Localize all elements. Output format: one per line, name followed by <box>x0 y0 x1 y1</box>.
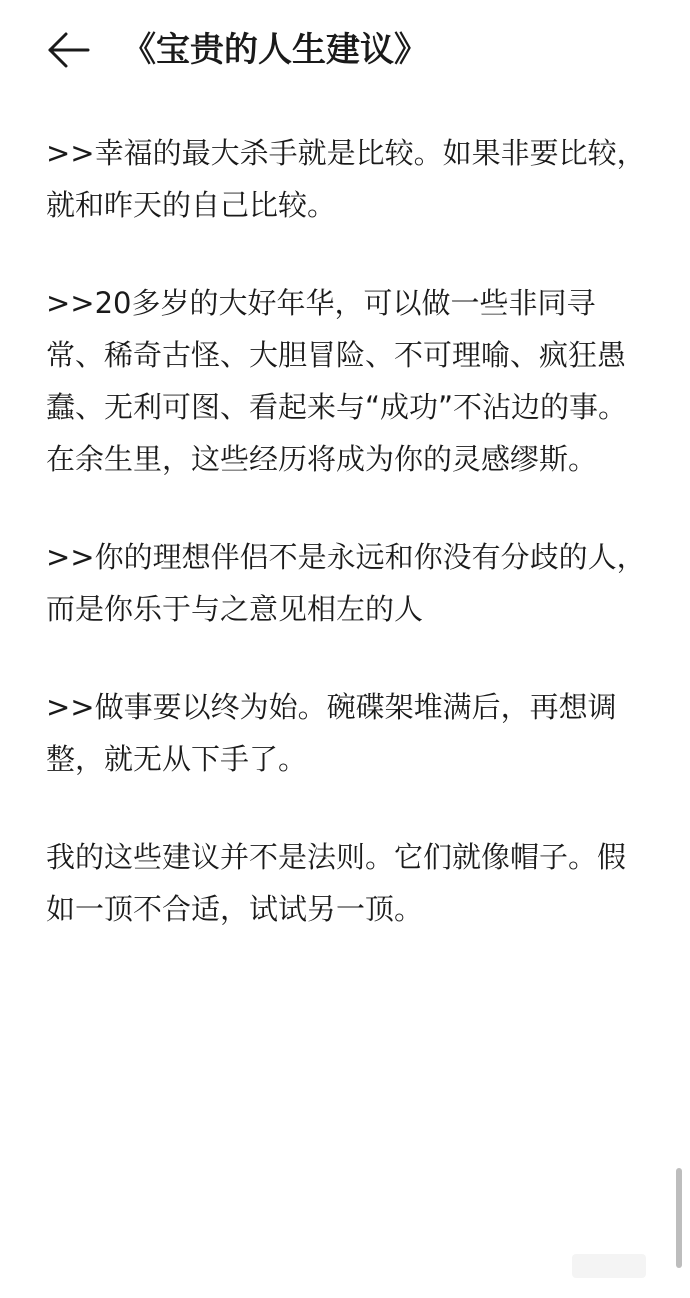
scrollbar[interactable] <box>676 0 682 1298</box>
app-header <box>0 0 690 100</box>
advice-paragraph-4: >>做事要以终为始。碗碟架堆满后，再想调整，就无从下手了。 <box>46 690 617 776</box>
page-title: 《宝贵的人生建议》 <box>122 30 428 70</box>
arrow-left-icon <box>44 28 94 72</box>
closing-paragraph: 我的这些建议并不是法则。它们就像帽子。假如一顶不合适，试试另一顶。 <box>46 840 627 926</box>
scrollbar-thumb[interactable] <box>676 1168 682 1268</box>
advice-paragraph-1: >>幸福的最大杀手就是比较。如果非要比较，就和昨天的自己比较。 <box>46 136 646 222</box>
advice-paragraph-2: >>20多岁的大好年华，可以做一些非同寻常、稀奇古怪、大胆冒险、不可理喻、疯狂愚蠢、无利可图、看起来与“成功”不沾边的事。在余生里，这些经历将成为你的灵感缪斯。 <box>46 286 628 476</box>
article-body <box>46 127 646 981</box>
advice-paragraph-3: >>你的理想伴侣不是永远和你没有分歧的人，而是你乐于与之意见相左的人 <box>46 540 646 626</box>
back-button[interactable] <box>44 28 94 72</box>
watermark <box>572 1254 646 1278</box>
